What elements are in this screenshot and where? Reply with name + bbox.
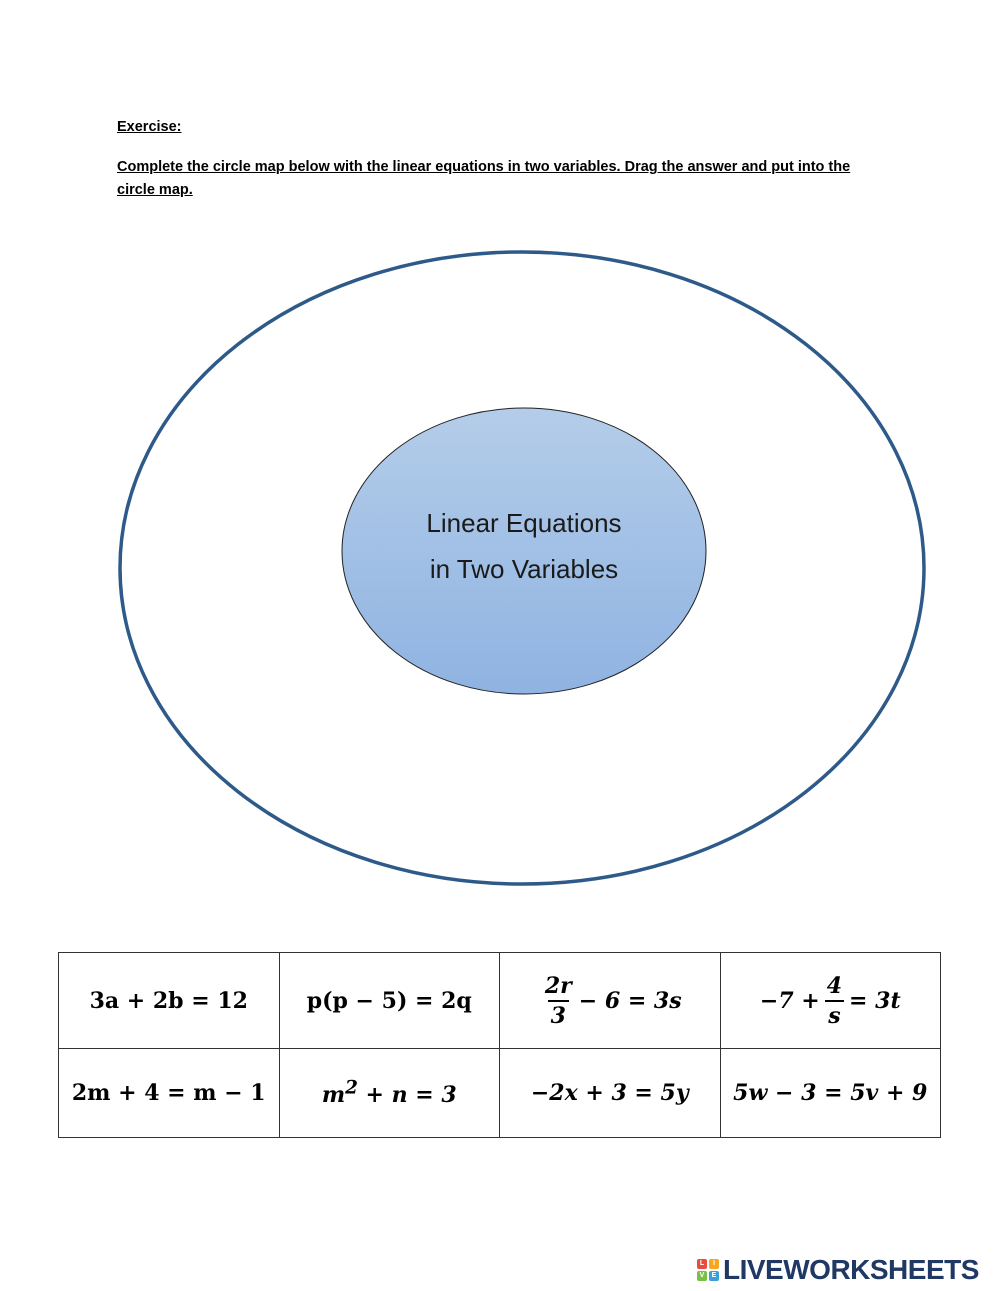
fraction [542,972,575,1030]
equation: p(p − 5) = 2q [306,987,472,1014]
instructions: Complete the circle map below with the linear equations in two variables. Drag the answer and put into the circle map. [117,159,851,198]
equation [538,972,682,1030]
equation: −2x + 3 = 5y [530,1080,689,1106]
fraction-denominator: s [825,1000,843,1030]
answer-card[interactable] [500,1049,721,1138]
answer-card[interactable] [720,953,941,1049]
equation [321,1077,457,1109]
logo-tile: V [697,1271,707,1281]
equation-rest: + n = 3 [365,1082,457,1109]
answer-bank [58,952,941,1138]
fraction [824,972,845,1030]
answer-card[interactable] [59,1049,280,1138]
logo-tile: E [709,1271,719,1281]
center-line-2: in Two Variables [429,554,619,584]
equation: 2m + 4 = m − 1 [71,1080,266,1106]
fraction-numerator: 4 [826,972,843,999]
logo-tile: I [709,1259,719,1269]
answer-card[interactable] [500,953,721,1049]
equation [760,972,901,1030]
answer-row [59,953,941,1049]
equation-base: m [321,1082,346,1109]
liveworksheets-logo [697,1254,979,1286]
answer-card[interactable] [279,953,500,1049]
center-line-1: Linear Equations [426,508,622,538]
logo-text: LIVEWORKSHEETS [723,1254,979,1285]
equation: 5w − 3 = 5v + 9 [733,1080,928,1106]
equation-exponent: 2 [345,1077,358,1099]
equation-prefix: −7 + [759,987,820,1014]
answer-card[interactable] [720,1049,941,1138]
fraction-numerator: 2r [544,972,572,999]
center-topic [342,500,706,592]
answer-card[interactable] [59,953,280,1049]
logo-icon [697,1259,719,1281]
equation-rest: = 3t [849,987,901,1014]
answer-row [59,1049,941,1138]
answer-card[interactable] [279,1049,500,1138]
fraction-denominator: 3 [548,1000,569,1030]
logo-tile: L [697,1259,707,1269]
equation-rest: − 6 = 3s [578,987,682,1014]
equation: 3a + 2b = 12 [89,987,248,1014]
exercise-label: Exercise: [117,119,182,135]
